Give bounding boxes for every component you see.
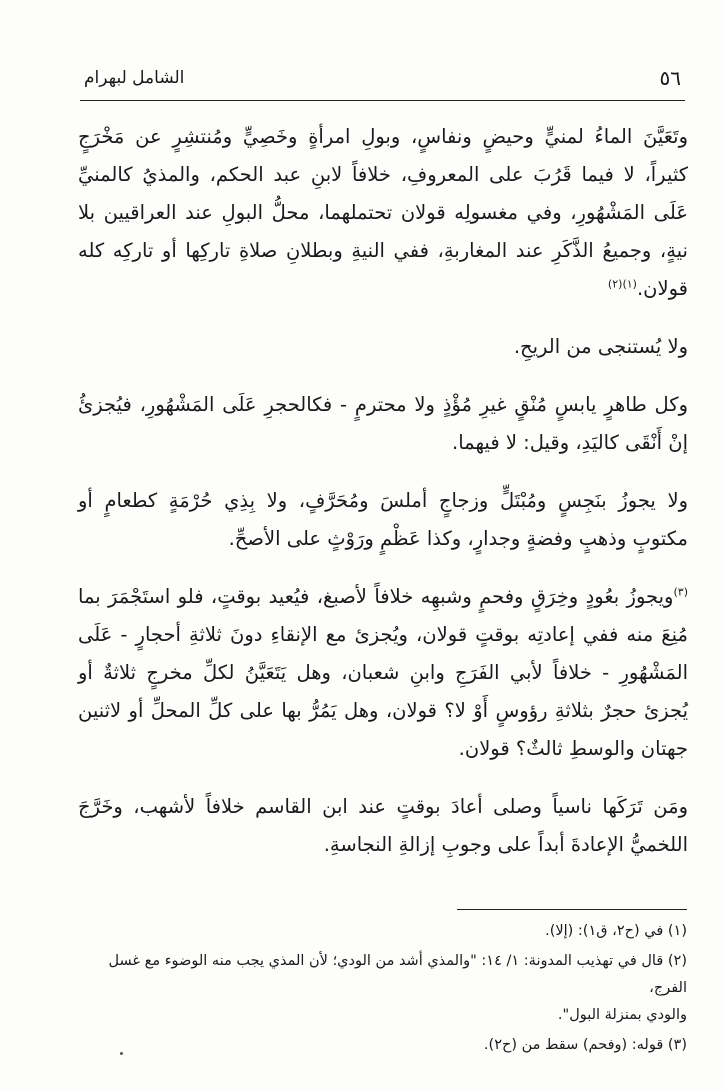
footnote-mark-3: (٣) [673,585,688,599]
footnote-3: (٣) قوله: (وفحم) سقط من (ح٢). [483,1037,687,1053]
page-number: ٥٦ [659,66,681,90]
page-header [80,60,685,101]
paragraph-6: ومَن تَرَكَها ناسياً وصلى أعادَ بوقتٍ عند ابن القاسم خلافاً لأشهب، وخَرَّجَ اللخميُّ الإعادةَ أبداً على وجوبِ إزالةِ النجاسةِ. [78,795,688,856]
footnote-1: (١) في (ح٢، ق١): (إلا). [545,923,687,939]
paragraph-1-text: وتَعَيَّنَ الماءُ لمنيٍّ وحيضٍ ونفاسٍ، وبولِ امرأةٍ وخَصِيٍّ ومُنتشِرٍ عن مَخْرَجٍ كثيراً، لا فيما قَرُبَ على المعروفِ، خلافاً لابنِ عبد الحكم، والمذيُ كالمنيِّ عَلَى المَشْهُورِ، وفي مغسولِه قولان تحتملهما، محلُّ البولِ عند العراقيين بلا نيةٍ، وجميعُ الذَّكَرِ عند المغاربةِ، ففي النيةِ وبطلانِ صلاةِ تاركِها أو تاركِه كله قولان. [78,125,688,300]
footnote-mark-2: (٢) [607,277,623,291]
paragraph-2: ولا يُستنجى من الريحِ. [513,335,688,358]
footnotes [70,918,687,1062]
footnote-2-line-1: (٢) قال في تهذيب المدونة: ١/ ١٤: "والمذي أشد من الودي؛ لأن المذي يجب منه الوضوء مع غسل الفرج، [108,953,687,996]
footnote-2-line-2: والودي بمنزلة البول". [557,1007,687,1023]
paragraph-5-text: ويجوزُ بعُودٍ وخِرَقٍ وفحمٍ وشبهِه خلافاً لأصبغ، فيُعيد بوقتٍ، فلو استَجْمَرَ بما مُنِعَ منه ففي إعادتِه بوقتٍ قولان، ويُجزئ مع الإنقاءِ دونَ ثلاثةِ أحجارٍ - عَلَى المَشْهُورِ - خلافاً لأبي الفَرَجِ وابنِ شعبان، وهل يَتَعَيَّنُ لكلِّ مخرجٍ ثلاثةٌ أو يُجزئ حجرٌ بثلاثةِ رؤوسٍ أَوْ لا؟ قولان، وهل يَمُرُّ بها على كلِّ المحلِّ أو لاثنين جهتان والوسطِ ثالثٌ؟ قولان. [78,585,688,760]
running-title: الشامل لبهرام [84,68,185,88]
paragraph-5 [78,578,688,768]
footnote-2 [70,948,687,1029]
footnote-mark-1: (١) [622,277,637,291]
scan-speck [120,1052,123,1055]
paragraph-4: ولا يجوزُ بنَجِسٍ ومُبْتَلٍّ وزجاجٍ أملسَ ومُحَرَّفٍ، ولا بِذِي حُرْمَةٍ كطعامٍ أو مكتوبٍ وذهبٍ وفضةٍ وجدارٍ، وكذا عَظْمٍ ورَوْثٍ على الأصحِّ. [78,489,688,550]
paragraph-1 [78,118,688,308]
paragraph-3: وكل طاهرٍ يابسٍ مُنْقٍ غيرِ مُؤْذٍ ولا محترمٍ - فكالحجرِ عَلَى المَشْهُورِ، فيُجزئُ إنْ أَنْقَى كاليَدِ، وقيل: لا فيهما. [78,393,688,454]
main-text [78,118,688,884]
footnote-separator [457,909,687,910]
